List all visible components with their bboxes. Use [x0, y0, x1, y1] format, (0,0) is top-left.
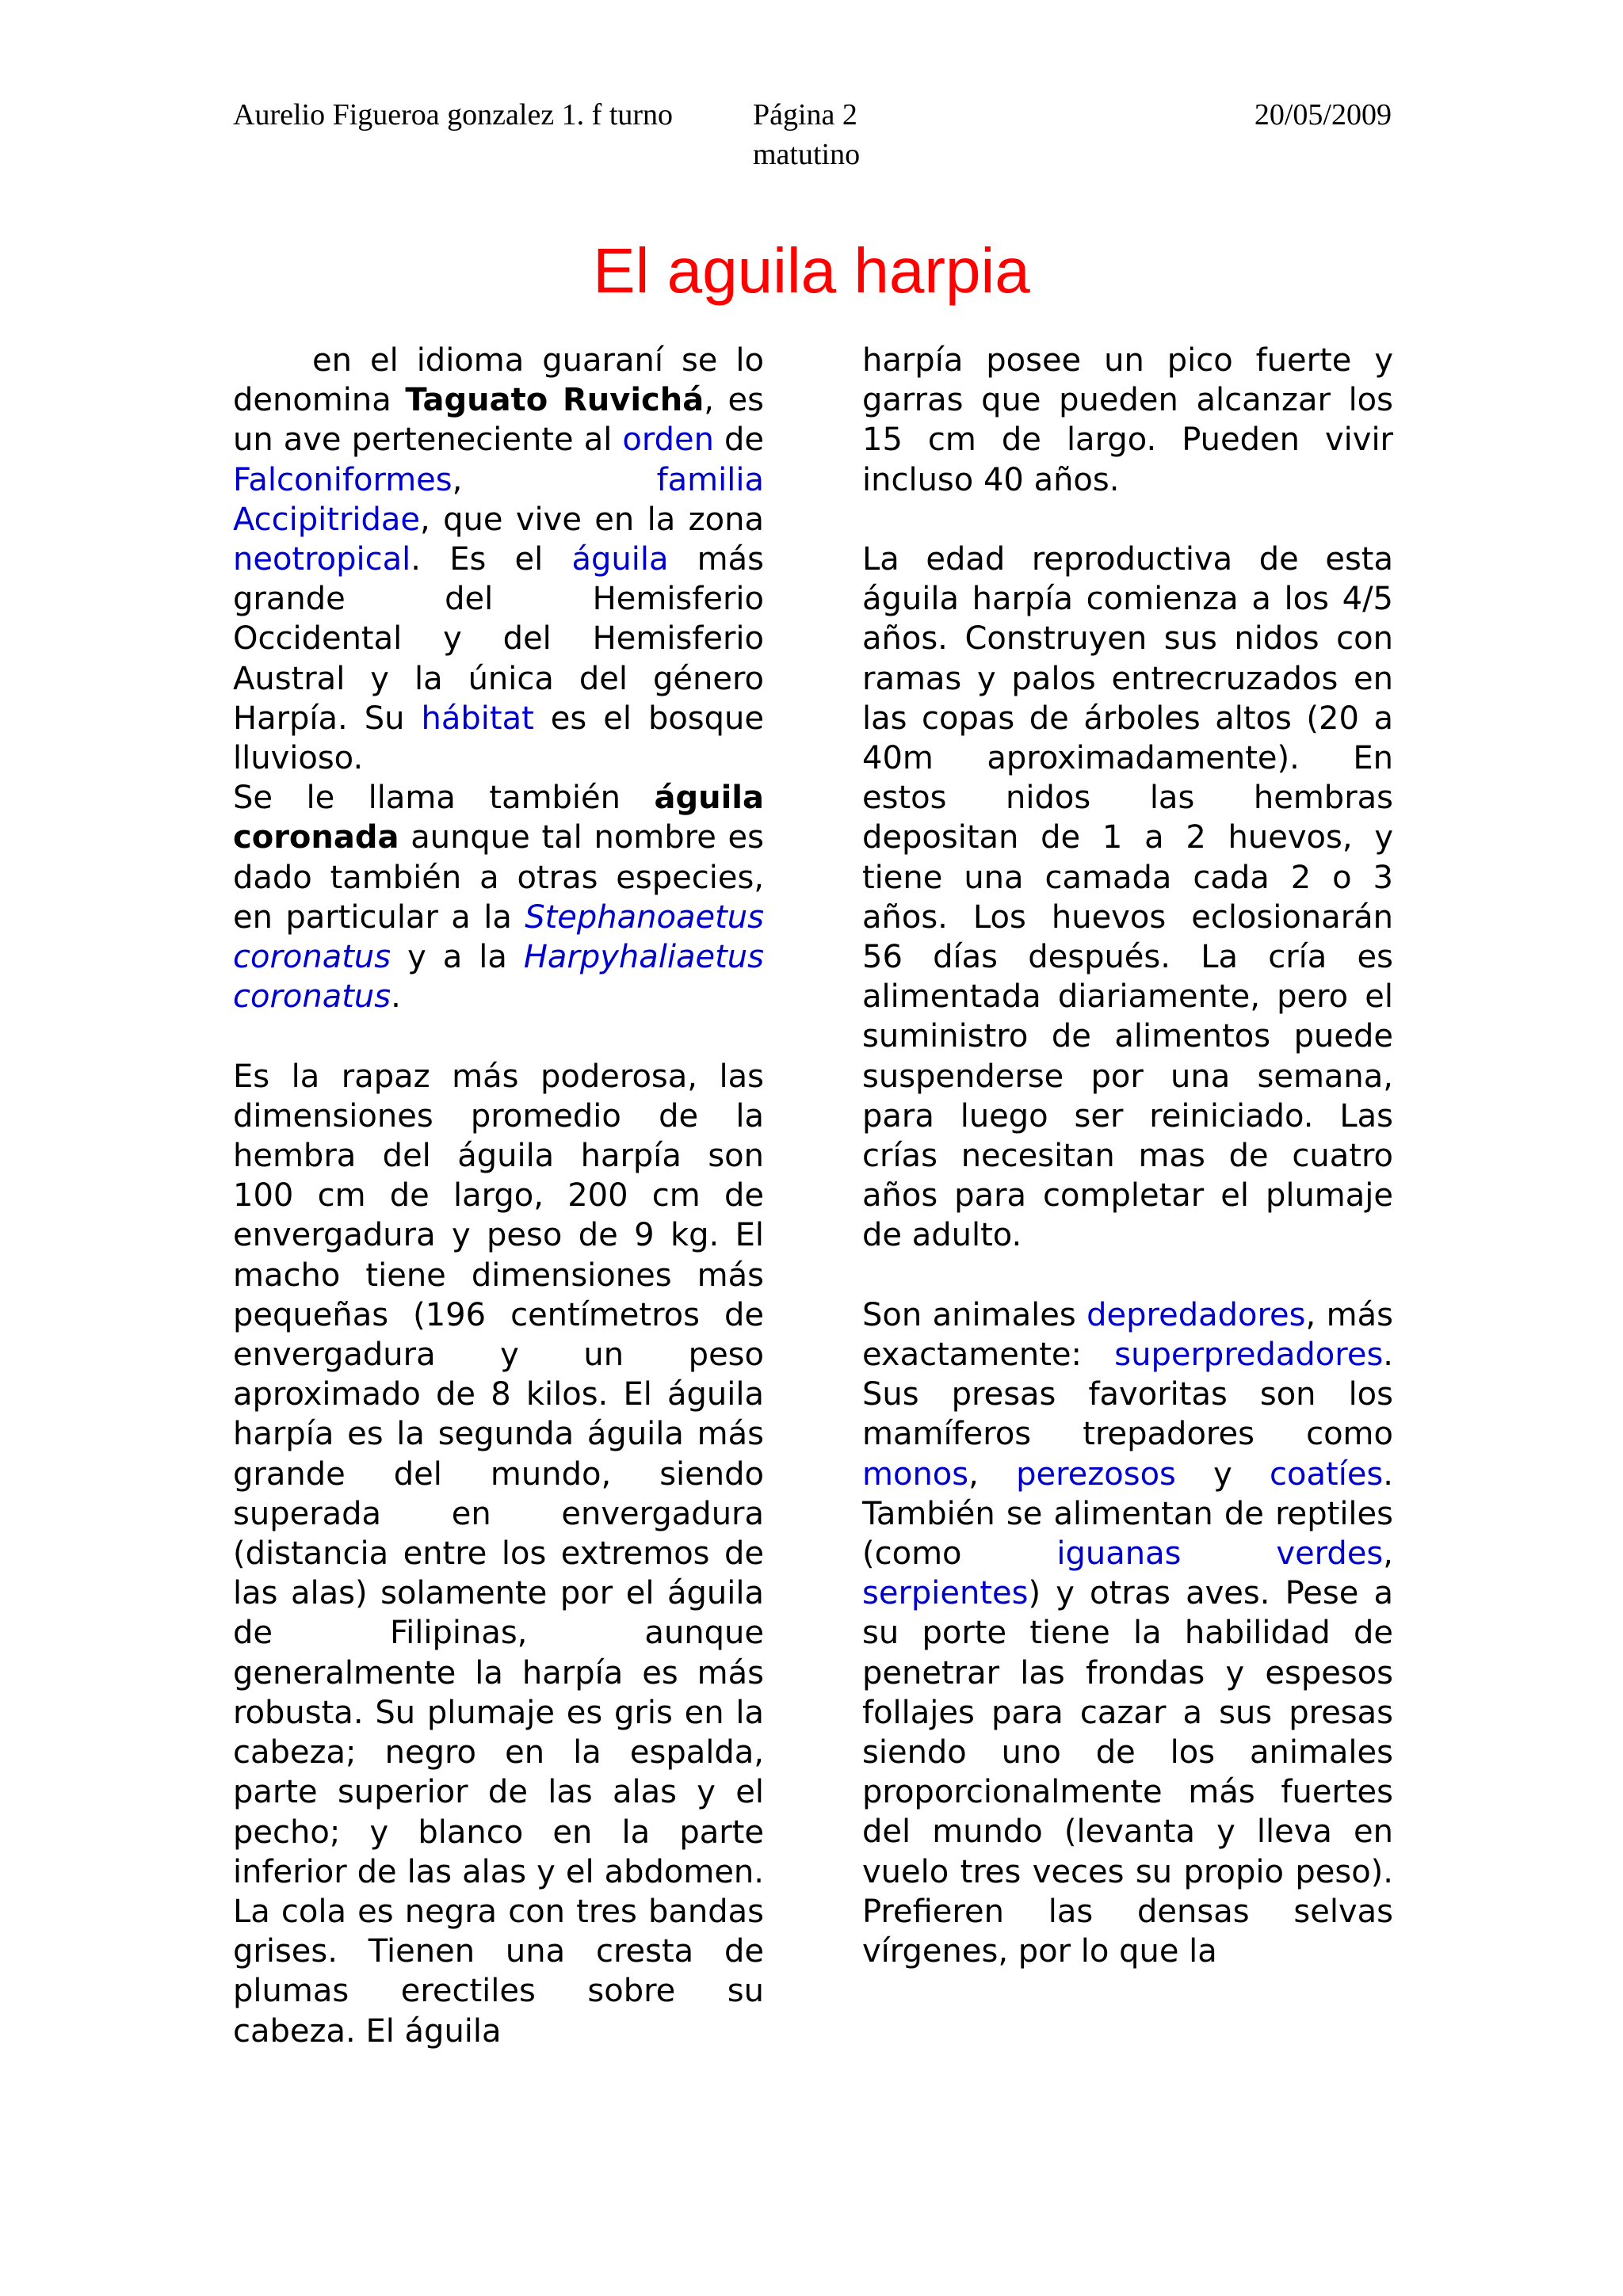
text-run: . Es el: [411, 541, 572, 578]
link-harpyhaliaetus[interactable]: Harpyhaliaetus coronatus: [233, 939, 764, 1016]
text-run: ,: [1383, 1535, 1393, 1573]
right-column: [862, 341, 1393, 1971]
text-run: en el idioma guaraní se lo denomina: [233, 342, 764, 419]
link-aguila[interactable]: águila: [571, 541, 669, 578]
paragraph-dimensions: Es la rapaz más poderosa, las dimensiones promedio de la hembra del águila harpía son 100 cm de largo, 200 cm de envergadura y peso de 9 kg. El macho tiene dimensiones más pequeñas (196 centímetros de envergadura y un peso aproximado de 8 kilos. El águila harpía es la segunda águila más grande del mundo, siendo superada en envergadura (distancia entre los extremos de las alas) solamente por el águila de Filipinas, aunque generalmente la harpía es más robusta. Su plumaje es gris en la cabeza; negro en la espalda, parte superior de las alas y el pecho; y blanco en la parte inferior de las alas y el abdomen. La cola es negra con tres bandas grises. Tienen una cresta de plumas erectiles sobre su cabeza. El águila: [233, 1058, 764, 2050]
link-serpientes[interactable]: serpientes: [862, 1575, 1029, 1612]
text-run: es el bosque lluvioso.: [233, 700, 764, 777]
link-falconiformes[interactable]: Falconiformes: [233, 461, 453, 498]
text-run: ,: [968, 1455, 1017, 1493]
text-run: , más exactamente:: [862, 1296, 1393, 1374]
text-run: . Sus presas favoritas son los mamíferos trepadores como: [862, 1337, 1393, 1453]
link-depredadores[interactable]: depredadores: [1086, 1296, 1306, 1333]
link-monos[interactable]: monos: [862, 1455, 969, 1493]
text-run: Son animales: [862, 1296, 1087, 1333]
text-run: de: [713, 421, 764, 459]
text-run: . También se alimentan de reptiles (como: [862, 1455, 1393, 1573]
paragraph-diet: [862, 1295, 1393, 1971]
link-familia-accipitridae[interactable]: familia Accipitridae: [233, 461, 764, 538]
paragraph-corona: [233, 778, 764, 1016]
bold-term-taguato: Taguato Ruvichá: [405, 382, 705, 419]
header-author: Aurelio Figueroa gonzalez 1. f turno: [233, 98, 674, 132]
text-run: aunque tal nombre es dado también a otras especies, en particular a la: [233, 819, 764, 936]
paragraph-beak: harpía posee un pico fuerte y garras que pueden alcanzar los 15 cm de largo. Pueden vivir incluso 40 años.: [862, 342, 1393, 498]
text-run: , es un ave perteneciente al: [233, 382, 764, 459]
text-run: Se le llama también: [233, 780, 655, 817]
paragraph-reproduction: La edad reproductiva de esta águila harpía comienza a los 4/5 años. Construyen sus nidos con ramas y palos entrecruzados en las copas de árboles altos (20 a 40m aproximadamente). En estos nidos las hembras depositan de 1 a 2 huevos, y tiene una camada cada 2 o 3 años. Los huevos eclosionarán 56 días después. La cría es alimentada diariamente, pero el suministro de alimentos puede suspenderse por una semana, para luego ser reiniciado. Las crías necesitan mas de cuatro años para completar el plumaje de adulto.: [862, 541, 1393, 1254]
header-shift: matutino: [753, 138, 861, 171]
text-run: y a la: [391, 939, 524, 976]
bold-term-aguila-coronada: águila coronada: [233, 780, 764, 856]
text-run: ) y otras aves. Pese a su porte tiene la habilidad de penetrar las frondas y espesos follajes para cazar a sus presas siendo uno de los animales proporcionalmente más fuertes del mundo (levanta y lleva en vuelo tres veces su propio peso). Prefieren las densas selvas vírgenes, por lo que la: [862, 1575, 1393, 1970]
paragraph-intro: [233, 341, 764, 778]
left-column: [233, 341, 764, 2051]
link-neotropical[interactable]: neotropical: [233, 541, 411, 578]
page-header: [233, 95, 1392, 182]
link-iguanas-verdes[interactable]: iguanas verdes: [1056, 1535, 1384, 1573]
link-superpredadores[interactable]: superpredadores: [1114, 1337, 1384, 1374]
link-coaties[interactable]: coatíes: [1270, 1455, 1384, 1493]
text-run: .: [391, 978, 401, 1016]
header-date: 20/05/2009: [1254, 98, 1392, 132]
link-stephanoaetus[interactable]: Stephanoaetus coronatus: [233, 898, 764, 976]
header-page-number: Página 2: [753, 98, 857, 132]
link-orden[interactable]: orden: [622, 421, 714, 459]
document-title: El aguila harpia: [593, 235, 1030, 306]
text-run: más grande del Hemisferio Occidental y del Hemisferio Austral y la única del género Harpía. Su: [233, 541, 764, 737]
link-perezosos[interactable]: perezosos: [1016, 1455, 1176, 1493]
text-run: , que vive en la zona: [420, 501, 764, 538]
link-habitat[interactable]: hábitat: [421, 700, 534, 737]
text-run: y: [1175, 1455, 1270, 1493]
text-run: ,: [452, 461, 657, 498]
header-page-info: [753, 95, 911, 174]
